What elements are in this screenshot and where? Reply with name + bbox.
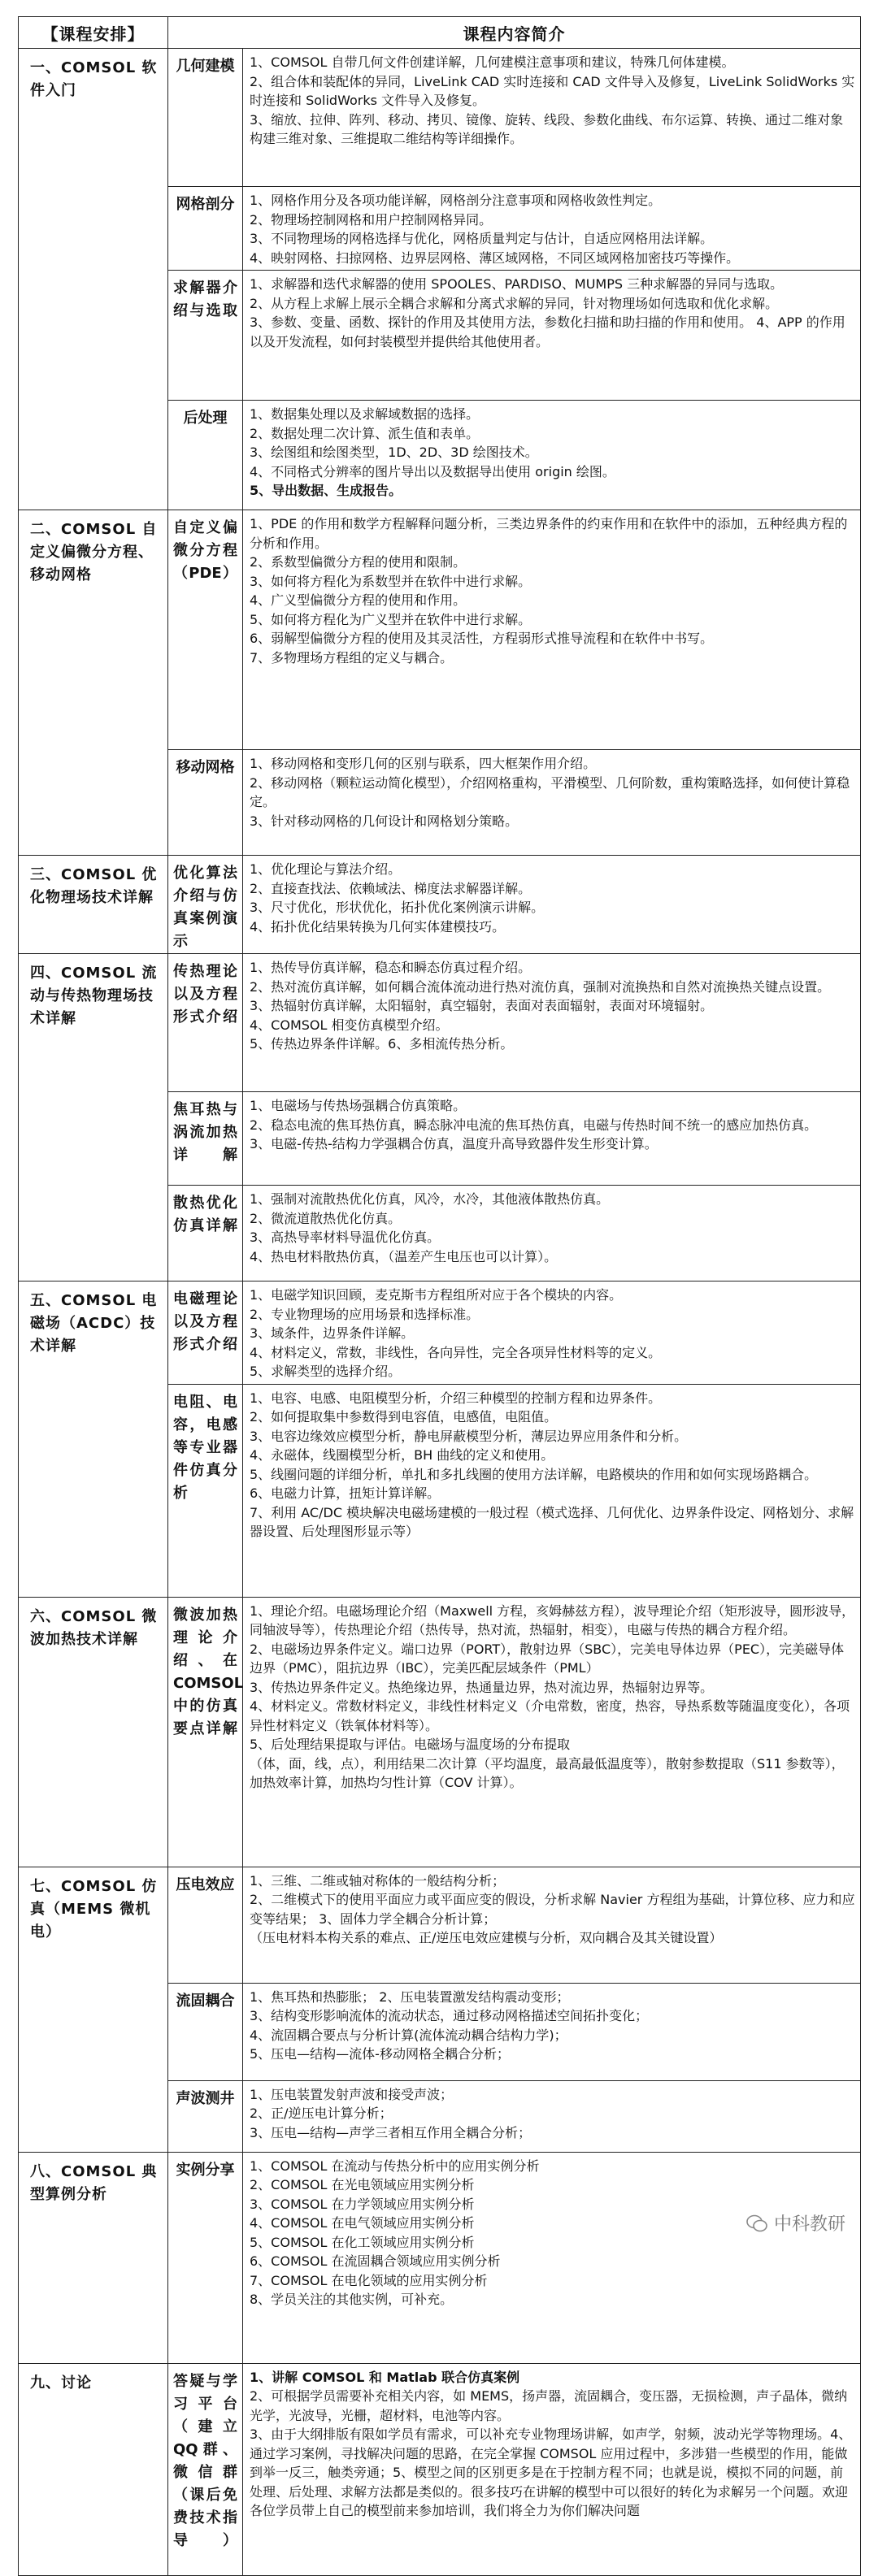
module-title [19,510,168,856]
content-line: 3、缩放、拉伸、阵列、移动、拷贝、镜像、旋转、线段、参数化曲线、布尔运算、转换、通过二维对象构建三维对象、三维提取二维结构等详细操作。 [250,111,844,146]
subsection-name: 传热理论以及方程形式介绍 [168,954,243,1092]
content-line: 2、专业物理场的应用场景和选择标准。 [250,1306,480,1322]
watermark [746,2210,845,2236]
content-line: 2、稳态电流的焦耳热仿真，瞬态脉冲电流的焦耳热仿真，电磁与传热时间不统一的感应加热仿真。 [250,1117,818,1133]
content-line: 3、高热导率材料导温优化仿真。 [250,1229,441,1245]
content-line: 4、拓扑优化结果转换为几何实体建模技巧。 [250,918,506,935]
content-line: （体，面，线，点），利用结果二次计算（平均温度，最高最低温度等），散射参数提取（S11 参数等），加热效率计算，加热均匀性计算（COV 计算）。 [250,1755,845,1790]
content-line: 3、尺寸优化，形状优化，拓扑优化案例演示讲解。 [250,900,545,915]
content-line: 1、COMSOL 在流动与传热分析中的应用实例分析 [250,2158,540,2174]
content-line: 1、网格作用分及各项功能详解，网格剖分注意事项和网格收敛性判定。 [250,193,662,208]
content-line: 4、热电材料散热仿真，（温差产生电压也可以计算）。 [250,1248,558,1264]
subsection-name: 实例分享 [168,2152,243,2363]
content-line: 1、电容、电感、电阻模型分析，介绍三种模型的控制方程和边界条件。 [250,1390,662,1406]
content-line: 2、电磁场边界条件定义。端口边界（PORT），散射边界（SBC），完美电导体边界（PEC），完美磁导体边界（PMC），阻抗边界（IBC），完美匹配层域条件（PML） [250,1641,845,1676]
module-title-text: 八、COMSOL 典型算例分析 [30,2162,158,2203]
content-line: 6、电磁力计算，扭矩计算详解。 [250,1485,441,1501]
wechat-icon [746,2214,767,2232]
table-row [19,1281,861,1385]
table-header-row [19,17,861,49]
content-line: 3、不同物理场的网格选择与优化，网格质量判定与估计，自适应网格用法详解。 [250,231,714,246]
table-row [19,2152,861,2363]
content-cell [243,1384,861,1597]
content-line: 4、COMSOL 相变仿真模型介绍。 [250,1017,449,1033]
content-line: 2、从方程上求解上展示全耦合求解和分离式求解的异同，针对物理场如何选取和优化求解。 [250,295,779,311]
content-cell [243,510,861,750]
content-line: 1、讲解 COMSOL 和 Matlab 联合仿真案例 [250,2369,520,2385]
content-line: 2、COMSOL 在光电领域应用实例分析 [250,2177,475,2192]
content-line: 2、微流道散热优化仿真。 [250,1210,402,1226]
subsection-name: 答疑与学习平台（建立QQ群、微信群（课后免费技术指导） [168,2363,243,2575]
module-title [19,49,168,510]
content-cell [243,1186,861,1281]
module-title-text: 四、COMSOL 流动与传热物理场技术详解 [30,965,158,1027]
content-line: 8、学员关注的其他实例，可补充。 [250,2292,454,2307]
module-title [19,1597,168,1867]
content-line: 2、可根据学员需要补充相关内容，如 MEMS，扬声器，流固耦合，变压器，无损检测，声子晶体，微纳光学，光波导，光栅，超材料，电池等内容。 [250,2388,848,2423]
content-line: 2、热对流仿真详解，如何耦合流体流动进行热对流仿真，强制对流换热和自然对流换热关键点设置。 [250,978,831,995]
header-schedule: 【课程安排】 [19,17,168,49]
table-row [19,1867,861,1983]
content-line: 4、COMSOL 在电气领域应用实例分析 [250,2215,475,2231]
content-line: 1、优化理论与算法介绍。 [250,861,402,877]
content-cell [243,2080,861,2152]
content-line: 7、COMSOL 在电化领域的应用实例分析 [250,2272,488,2288]
table-body [19,49,861,2576]
course-schedule-document [18,16,860,2576]
content-line: 7、多物理场方程组的定义与耦合。 [250,649,454,666]
content-line: 2、数据处理二次计算、派生值和表单。 [250,425,480,441]
content-line: 5、压电—结构—流体-移动网格全耦合分析； [250,2046,510,2062]
content-line: 6、弱解型偏微分方程的使用及其灵活性，方程弱形式推导流程和在软件中书写。 [250,631,714,646]
content-line: 1、理论介绍。电磁场理论介绍（Maxwell 方程，亥姆赫兹方程），波导理论介绍（矩形波导，圆形波导，同轴波导等），传热理论介绍（热传导，热对流，热辐射，相变），电磁与传热的耦合方程介绍。 [250,1602,855,1637]
content-line: 3、电容边缘效应模型分析，静电屏蔽模型分析，薄层边界应用条件和分析。 [250,1428,688,1444]
subsection-name: 自定义偏微分方程（PDE） [168,510,243,750]
content-line: 2、系数型偏微分方程的使用和限制。 [250,554,467,570]
module-title [19,856,168,954]
content-line: 4、永磁体，线圈模型分析，BH 曲线的定义和使用。 [250,1447,554,1463]
module-title-text: 九、讨论 [30,2374,92,2392]
content-line: 3、传热边界条件定义。热绝缘边界，热通量边界，热对流边界，热辐射边界等。 [250,1679,714,1695]
content-line: 1、强制对流散热优化仿真，风冷，水冷，其他液体散热仿真。 [250,1191,610,1207]
content-line: 2、物理场控制网格和用户控制网格异同。 [250,211,493,228]
content-cell [243,187,861,271]
table-row [19,1597,861,1867]
module-title-text: 二、COMSOL 自定义偏微分方程、移动网格 [30,521,158,583]
content-cell [243,401,861,510]
content-cell [243,271,861,401]
module-title-text: 三、COMSOL 优化物理场技术详解 [30,866,158,906]
table-row [19,510,861,750]
content-line: 3、参数、变量、函数、探针的作用及其使用方法，参数化扫描和助扫描的作用和使用。 4、APP 的作用以及开发流程，如何封装模型并提供给其他使用者。 [250,314,845,349]
content-line: 2、移动网格（颗粒运动简化模型），介绍网格重构，平滑模型、几何阶数，重构策略选择，如何使计算稳定。 [250,774,850,809]
content-line: 5、COMSOL 在化工领域应用实例分析 [250,2234,475,2250]
module-title [19,954,168,1281]
content-line: 4、材料定义。常数材料定义，非线性材料定义（介电常数，密度，热容，导热系数等随温度变化），各项异性材料定义（铁氧体材料等）。 [250,1698,850,1733]
module-title [19,2363,168,2575]
content-line: 1、电磁学知识回顾，麦克斯韦方程组所对应于各个模块的内容。 [250,1287,623,1303]
content-line: 3、结构变形影响流体的流动状态，通过移动网格描述空间拓扑变化； [250,2008,649,2023]
subsection-name: 几何建模 [168,49,243,187]
content-line: 5、如何将方程化为广义型并在软件中进行求解。 [250,611,532,627]
content-line: 4、广义型偏微分方程的使用和作用。 [250,592,467,608]
content-cell [243,1281,861,1385]
content-line: 1、求解器和迭代求解器的使用 SPOOLES、PARDISO、MUMPS 三种求解器的异同与选取。 [250,276,784,292]
content-line: 1、焦耳热和热膨胀； 2、压电装置激发结构震动变形； [250,1988,570,2005]
module-title-text: 七、COMSOL 仿真（MEMS 微机电） [30,1877,158,1941]
table-row [19,49,861,187]
content-cell [243,954,861,1092]
table-row [19,2363,861,2575]
content-line: 6、COMSOL 在流固耦合领域应用实例分析 [250,2253,501,2269]
subsection-name: 焦耳热与涡流加热详解 [168,1092,243,1186]
subsection-name: 微波加热理论介绍、在COMSOL中的仿真要点详解 [168,1597,243,1867]
content-line: 4、不同格式分辨率的图片导出以及数据导出使用 origin 绘图。 [250,463,615,479]
content-line: 7、利用 AC/DC 模块解决电磁场建模的一般过程（模式选择、几何优化、边界条件设定、网格划分、求解器设置、后处理图形显示等） [250,1504,854,1539]
subsection-name: 网格剖分 [168,187,243,271]
subsection-name: 电磁理论以及方程形式介绍 [168,1281,243,1385]
subsection-name: 求解器介绍与选取 [168,271,243,401]
subsection-name: 压电效应 [168,1867,243,1983]
content-line: 1、电磁场与传热场强耦合仿真策略。 [250,1098,467,1113]
content-line: 1、移动网格和变形几何的区别与联系，四大框架作用介绍。 [250,756,597,771]
module-title-text: 五、COMSOL 电磁场（ACDC）技术详解 [30,1292,158,1355]
content-line: 3、绘图组和绘图类型，1D、2D、3D 绘图技术。 [250,445,538,460]
content-cell [243,1983,861,2080]
module-title [19,1867,168,2152]
module-title-text: 六、COMSOL 微波加热技术详解 [30,1607,158,1648]
content-line: 1、COMSOL 自带几何文件创建详解，几何建模注意事项和建议，特殊几何体建模。 [250,54,735,70]
subsection-name: 流固耦合 [168,1983,243,2080]
content-line: 4、映射网格、扫掠网格、边界层网格、薄区域网格，不同区域网格加密技巧等操作。 [250,249,740,266]
content-line: 5、后处理结果提取与评估。电磁场与温度场的分布提取 [250,1737,571,1752]
content-line: 3、COMSOL 在力学领域应用实例分析 [250,2196,475,2212]
module-title [19,2152,168,2363]
subsection-name: 优化算法介绍与仿真案例演示 [168,856,243,954]
subsection-name: 移动网格 [168,750,243,856]
table-row [19,856,861,954]
subsection-name: 散热优化仿真详解 [168,1186,243,1281]
subsection-name: 后处理 [168,401,243,510]
content-line: 1、PDE 的作用和数学方程解释问题分析，三类边界条件的约束作用和在软件中的添加，五种经典方程的分析和作用。 [250,516,848,551]
subsection-name: 电阻、电容，电感等专业器件仿真分析 [168,1384,243,1597]
content-cell [243,2363,861,2575]
module-title-text: 一、COMSOL 软件入门 [30,59,158,99]
content-cell [243,750,861,856]
content-line: 3、电磁-传热-结构力学强耦合仿真，温度升高导致器件发生形变计算。 [250,1136,658,1151]
content-line: 2、组合体和装配体的异同，LiveLink CAD 实时连接和 CAD 文件导入及修复，LiveLink SolidWorks 实时连接和 SolidWorks 文件导入及修复。 [250,73,855,108]
content-line: 5、传热边界条件详解。6、多相流传热分析。 [250,1036,514,1052]
content-line: 2、二维模式下的使用平面应力或平面应变的假设，分析求解 Navier 方程组为基础，计算位移、应力和应变等结果； 3、固体力学全耦合分析计算； [250,1892,855,1927]
content-line: 1、热传导仿真详解，稳态和瞬态仿真过程介绍。 [250,960,532,975]
content-line: 2、如何提取集中参数得到电容值，电感值，电阻值。 [250,1409,558,1425]
content-line: 5、求解类型的选择介绍。 [250,1364,402,1379]
table-row [19,954,861,1092]
content-cell [243,1867,861,1983]
content-line: 3、域条件，边界条件详解。 [250,1325,415,1341]
content-line: 2、直接查找法、依赖域法、梯度法求解器详解。 [250,880,532,896]
content-line: 3、热辐射仿真详解，太阳辐射，真空辐射，表面对表面辐射，表面对环境辐射。 [250,998,714,1013]
content-line: 3、压电—结构—声学三者相互作用全耦合分析； [250,2124,532,2140]
content-cell [243,856,861,954]
content-line: 4、材料定义，常数，非线性，各向异性，完全各项异性材料等的定义。 [250,1344,662,1360]
content-line: 4、流固耦合要点与分析计算(流体流动耦合结构力学)； [250,2027,567,2043]
content-line: 3、由于大纲排版有限如学员有需求，可以补充专业物理场讲解，如声学，射频，波动光学等物理场。4、通过学习案例，寻找解决问题的思路，在完全掌握 COMSOL 应用过程中，多涉猎一些模型的作用，能做到举一反三，触类旁通；5、模型之间的区别更多是在于控制方程不同；也就是说，模拟不同的问题，前处理、后处理、求解方法都是类似的。很多技巧在讲解的模型中可以很好的转化为求解另一个问题。欢迎各位学员带上自己的模型前来参加培训，我们将全力为你们解决问题 [250,2426,852,2518]
content-line: 3、针对移动网格的几何设计和网格划分策略。 [250,813,519,829]
header-content: 课程内容简介 [168,17,861,49]
course-table [18,16,861,2576]
content-cell [243,1597,861,1867]
content-line: 5、线圈问题的详细分析，单扎和多扎线圈的使用方法详解，电路模块的作用和如何实现场路耦合。 [250,1466,818,1482]
content-line: 5、导出数据、生成报告。 [250,483,402,498]
content-line: 2、正/逆压电计算分析； [250,2105,393,2121]
watermark-text: 中科教研 [773,2214,845,2235]
content-line: 3、如何将方程化为系数型并在软件中进行求解。 [250,573,532,589]
content-cell [243,2152,861,2363]
content-cell [243,1092,861,1186]
module-title [19,1281,168,1598]
content-line: 1、数据集处理以及求解域数据的选择。 [250,406,480,422]
subsection-name: 声波测井 [168,2080,243,2152]
content-cell [243,49,861,187]
content-line: （压电材料本构关系的难点、正/逆压电效应建模与分析，双向耦合及其关键设置） [250,1930,723,1945]
content-line: 1、三维、二维或轴对称体的一般结构分析； [250,1872,506,1889]
content-line: 1、压电装置发射声波和接受声波； [250,2086,454,2102]
